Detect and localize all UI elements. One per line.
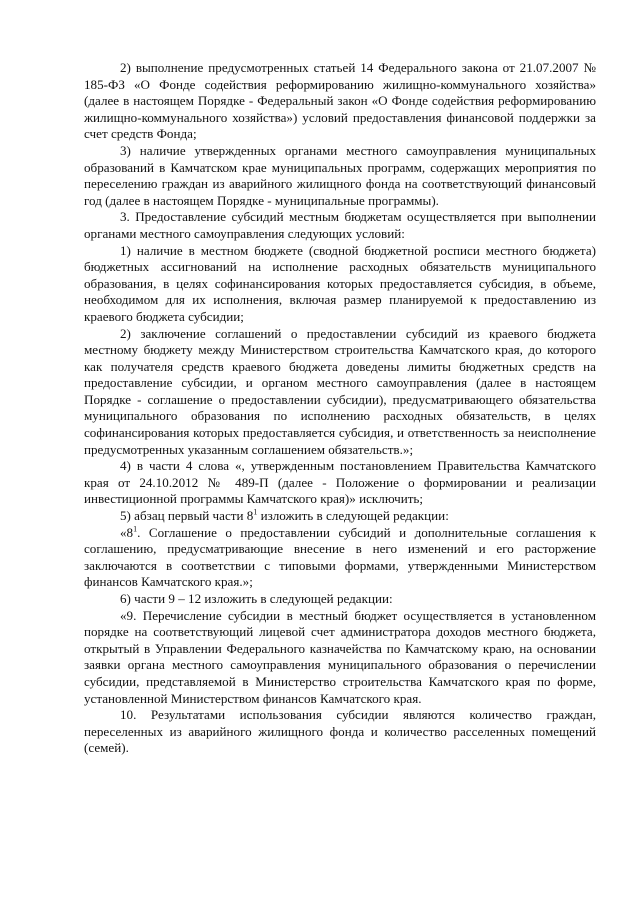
paragraph-section-9: «9. Перечисление субсидии в местный бюджет осуществляется в установленном порядке на соответствующий лицевой счет администратора доходов местного бюджета, открытый в Управлении Федерального казначейства по Камчатскому краю, на основании заявки органа местного самоуправления муниципального образования о перечислении субсидии, представляемой в Министерство строительства Камчатского края по форме, установленной Министерством финансов Камчатского края. — [84, 607, 596, 706]
section-8-1-number: «8 — [120, 524, 134, 540]
paragraph-amendment-6: 6) части 9 – 12 изложить в следующей редакции: — [120, 591, 393, 606]
document-page — [84, 60, 596, 757]
paragraph-amendment-5 — [84, 508, 596, 525]
paragraph-section-10: 10. Результатами использования субсидии являются количество граждан, переселенных из аварийного жилищного фонда и количество расселенных помещений (семей). — [84, 707, 596, 756]
paragraph-amendment-4: 4) в части 4 слова «, утвержденным постановлением Правительства Камчатского края от 24.10.2012 № 489-П (далее - Положение о формировании и реализации инвестиционной программы Камчатского края)» исключить; — [84, 458, 596, 507]
paragraph-item-2: 2) выполнение предусмотренных статьей 14 Федерального закона от 21.07.2007 № 185-ФЗ «О Фонде содействия реформированию жилищно-коммунального хозяйства» (далее в настоящем Порядке - Федеральный закон «О Фонде содействия реформированию жилищно-коммунального хозяйства») условий предоставления финансовой поддержки за счет средств Фонда; — [84, 60, 596, 142]
amendment-5-superscript: 1 — [253, 507, 258, 517]
amendment-5-text: 5) абзац первый части 8 — [120, 508, 254, 524]
paragraph-item-3-programs: 3) наличие утвержденных органами местного самоуправления муниципальных образований в Камчатском крае муниципальных программ, содержащих мероприятия по переселению граждан из аварийного жилищного фонда на соответствующий финансовый год (далее в настоящем Порядке - муниципальные программы). — [84, 142, 596, 208]
paragraph-condition-2: 2) заключение соглашений о предоставлении субсидий из краевого бюджета местному бюджету между Министерством строительства Камчатского края, до которого как получателя средств краевого бюджета доведены лимиты бюджетных средств на предоставление субсидии, и органом местного самоуправления (далее в настоящем Порядке - соглашение о предоставлении субсидии), предусматривающего обязательства муниципального образования по исполнению расходных обязательств, в целях софинансирования которых предоставляется субсидия, и ответственность за неисполнение предусмотренных указанным соглашением обязательств.»; — [84, 325, 596, 457]
amendment-5-text-end: изложить в следующей редакции: — [257, 508, 449, 524]
section-8-1-text: . Соглашение о предоставлении субсидий и дополнительные соглашения к соглашению, предусматривающие внесение в него изменений и его расторжение заключаются в соответствии с типовыми формами, утвержденными Министерством финансов Камчатского края.»; — [84, 524, 596, 590]
paragraph-section-8-1 — [84, 525, 596, 591]
paragraph-condition-1: 1) наличие в местном бюджете (сводной бюджетной росписи местного бюджета) бюджетных ассигнований на исполнение расходных обязательств муниципального образования, в целях софинансирования которых предоставляется субсидия, в объеме, необходимом для их исполнения, включая размер планируемой к предоставлению из краевого бюджета субсидии; — [84, 242, 596, 324]
section-8-1-superscript: 1 — [133, 524, 138, 534]
paragraph-section-3: 3. Предоставление субсидий местным бюджетам осуществляется при выполнении органами местного самоуправления следующих условий: — [84, 209, 596, 241]
